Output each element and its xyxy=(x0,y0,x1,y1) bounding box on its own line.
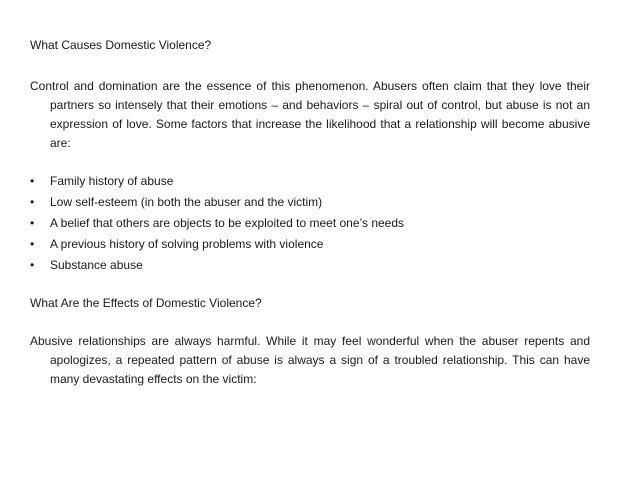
bullet-icon: • xyxy=(30,195,35,209)
causes-heading: What Causes Domestic Violence? xyxy=(30,38,212,52)
bullet-icon: • xyxy=(30,258,35,272)
bullet-icon: • xyxy=(30,174,35,188)
list-item xyxy=(30,213,590,234)
list-item xyxy=(30,255,590,276)
effects-paragraph: Abusive relationships are always harmful. While it may feel wonderful when the abuser repents and apologizes, a repeated pattern of abuse is always a sign of a troubled relationship. This can have many devastating effects on the victim: xyxy=(30,334,590,386)
list-item xyxy=(30,234,590,255)
list-item xyxy=(30,192,590,213)
slide-content xyxy=(30,36,590,407)
effects-heading: What Are the Effects of Domestic Violence? xyxy=(30,296,262,310)
list-item-text: A previous history of solving problems with violence xyxy=(50,237,324,251)
list-item xyxy=(30,171,590,192)
list-item-text: Substance abuse xyxy=(50,258,143,272)
risk-factors-list xyxy=(30,171,590,276)
list-item-text: A belief that others are objects to be exploited to meet one’s needs xyxy=(50,216,405,230)
causes-paragraph: Control and domination are the essence of this phenomenon. Abusers often claim that they love their partners so intensely that their emotions – and behaviors – spiral out of control, but abuse is not an expression of love. Some factors that increase the likelihood that a relationship will become abusive are: xyxy=(30,79,590,150)
bullet-icon: • xyxy=(30,216,35,230)
list-item-text: Family history of abuse xyxy=(50,174,174,188)
bullet-icon: • xyxy=(30,237,35,251)
list-item-text: Low self-esteem (in both the abuser and the victim) xyxy=(50,195,323,209)
